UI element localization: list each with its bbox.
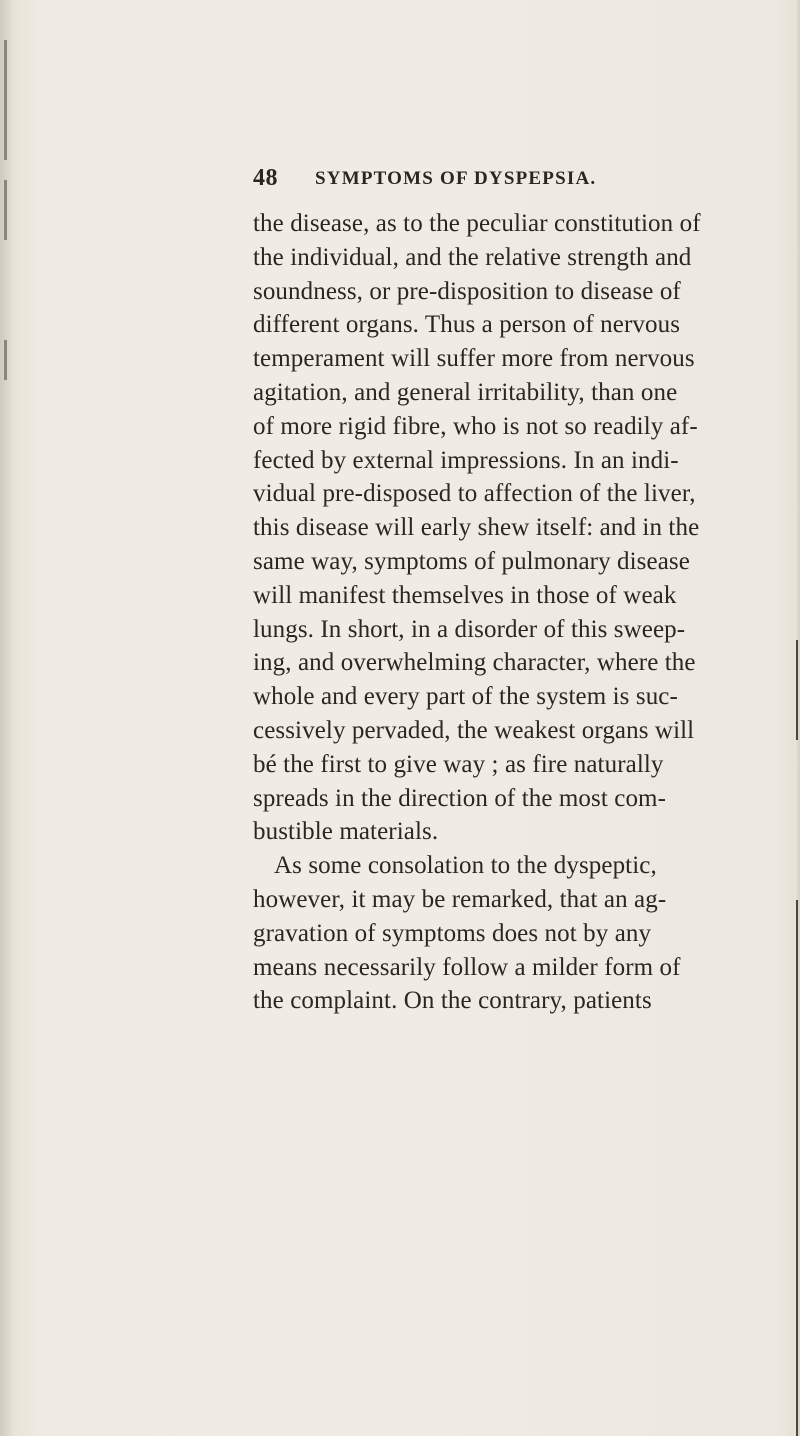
gutter-mark [4, 340, 7, 380]
text-line: the disease, as to the peculiar constitution of [253, 210, 701, 237]
text-line: the individual, and the relative strength and [253, 243, 692, 271]
text-line: however, it may be remarked, that an ag- [253, 885, 667, 913]
text-line: this disease will early shew itself: and in the [253, 514, 700, 542]
text-line: same way, symptoms of pulmonary disease [253, 547, 690, 575]
text-line: vidual pre-disposed to affection of the liver, [253, 480, 696, 508]
text-line: agitation, and general irritability, than one [253, 378, 678, 406]
text-line: the complaint. On the contrary, patients [253, 987, 652, 1015]
gutter-mark [4, 40, 7, 160]
running-head [253, 165, 693, 195]
text-line: ing, and overwhelming character, where the [253, 649, 696, 677]
gutter-mark [4, 180, 7, 240]
text-line: bustible materials. [253, 818, 439, 846]
paragraph-start-line: As some consolation to the dyspeptic, [274, 852, 657, 880]
body-text [253, 207, 800, 1018]
text-line: temperament will suffer more from nervous [253, 345, 695, 373]
text-line: whole and every part of the system is suc- [253, 683, 678, 711]
running-head-title: SYMPTOMS OF DYSPEPSIA. [315, 168, 597, 189]
text-line: soundness, or pre-disposition to disease of [253, 277, 681, 305]
text-line: will manifest themselves in those of weak [253, 581, 677, 609]
text-line: spreads in the direction of the most com- [253, 784, 667, 812]
text-line: cessively pervaded, the weakest organs will [253, 716, 695, 744]
text-line: gravation of symptoms does not by any [253, 919, 652, 947]
text-line: means necessarily follow a milder form of [253, 953, 681, 981]
text-line: bé the first to give way ; as fire naturally [253, 750, 664, 778]
text-line: different organs. Thus a person of nervous [253, 311, 681, 339]
page-gutter [0, 0, 14, 1436]
text-line: of more rigid fibre, who is not so readily af- [253, 412, 698, 440]
text-line: fected by external impressions. In an indi- [253, 446, 679, 474]
text-line: lungs. In short, in a disorder of this sweep- [253, 615, 686, 643]
page-number: 48 [253, 165, 278, 191]
